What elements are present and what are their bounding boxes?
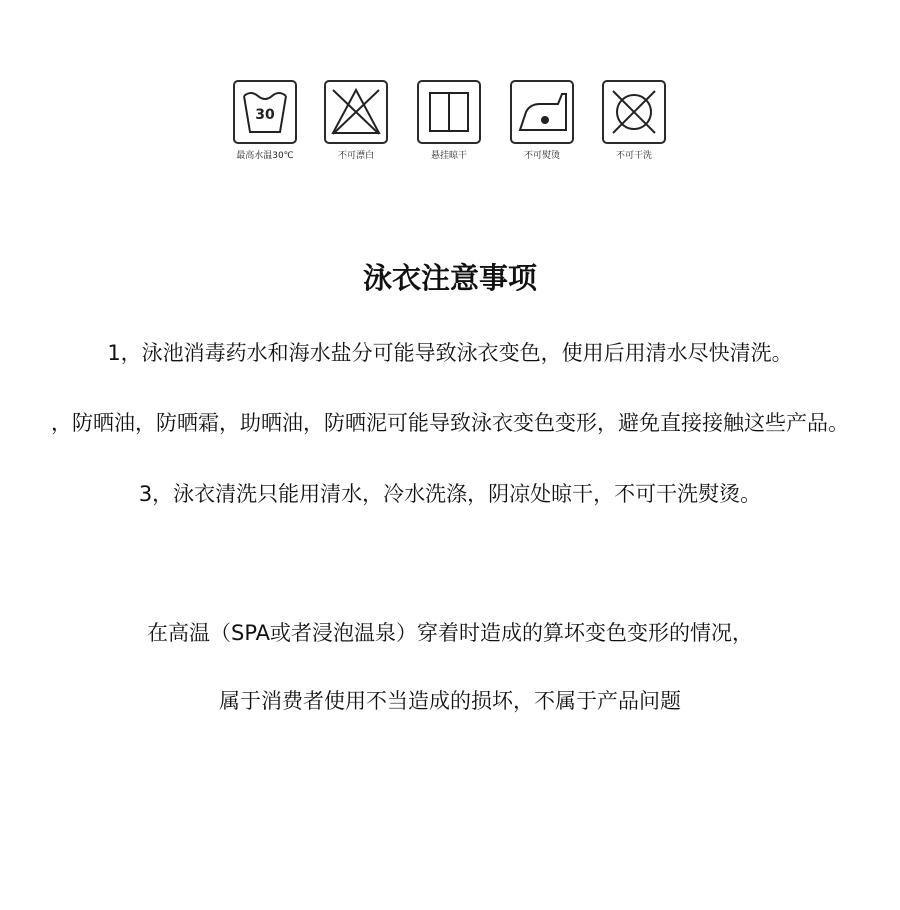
wash-30-icon [233, 80, 297, 144]
iron-icon [510, 80, 574, 144]
care-label-no-dry-clean: 不可干洗 [615, 151, 652, 161]
notice-title: 泳衣注意事项 [362, 261, 537, 295]
line-dry-icon [417, 80, 481, 144]
notice-item-1: 1，泳池消毒药水和海水盐分可能导致泳衣变色，使用后用清水尽快清洗。 [107, 341, 793, 365]
care-label-iron: 不可熨烫 [523, 151, 560, 161]
no-bleach-icon [324, 80, 388, 144]
disclaimer-line-1: 在高温（SPA或者浸泡温泉）穿着时造成的算坏变色变形的情况， [146, 621, 753, 645]
care-label-line-dry: 悬挂晾干 [430, 151, 467, 161]
no-dry-clean-icon [602, 80, 666, 144]
care-label-no-bleach: 不可漂白 [337, 151, 374, 161]
care-label-max-temp: 最高水温30℃ [236, 151, 294, 161]
notice-item-3: 3，泳衣清洗只能用清水，冷水洗涤，阴凉处晾干，不可干洗熨烫。 [138, 482, 762, 506]
disclaimer-line-2: 属于消费者使用不当造成的损坏，不属于产品问题 [219, 689, 681, 713]
wash-temperature-text: 30 [255, 107, 275, 123]
notice-item-2: ，防晒油，防晒霜，助晒油，防晒泥可能导致泳衣变色变形，避免直接接触这些产品。 [51, 411, 849, 435]
